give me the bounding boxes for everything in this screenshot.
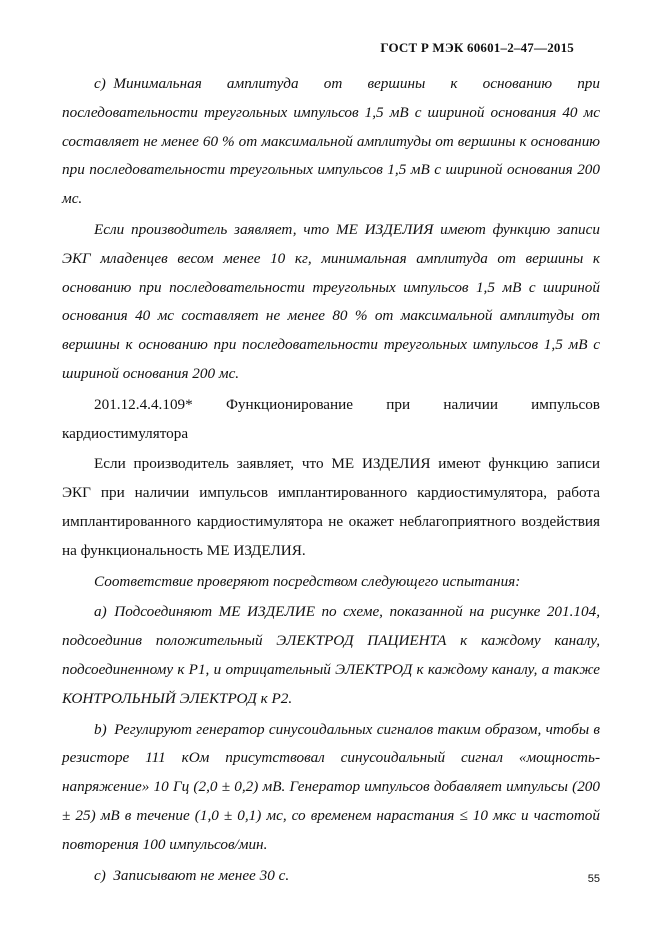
paragraph-c-min-amplitude: c) Минимальная амплитуда от вершины к основанию при последовательности треугольных импульсов 1,5 мВ с шириной основания 40 мс составляет не менее 60 % от максимальной амплитуды от вершины к основанию при последовательности треугольных импульсов 1,5 мВ с шириной основания 200 мс. (62, 75, 600, 208)
section-title-word: Функционирование (225, 395, 354, 413)
paragraph-compliance-test: Соответствие проверяют посредством следующего испытания: (94, 572, 521, 590)
paragraph-step-a: a) Подсоединяют МЕ ИЗДЕЛИЕ по схеме, показанной на рисунке 201.104, подсоединив положительный ЭЛЕКТРОД ПАЦИЕНТА к каждому каналу, подсоединенному к P1, и отрицательный ЭЛЕКТРОД к каждому каналу, а также КОНТРОЛЬНЫЙ ЭЛЕКТРОД к P2. (62, 603, 600, 707)
paragraph-step-b: b) Регулируют генератор синусоидальных сигналов таким образом, чтобы в резисторе 111 кОм присутствовал синусоидальный сигнал «мощность-напряжение» 10 Гц (2,0 ± 0,2) мВ. Генератор импульсов добавляет импульсы (200 ± 25) мВ в течение (1,0 ± 0,1) мс, со временем нарастания ≤ 10 мкс и частотой повторения 100 импульсов/мин. (62, 720, 600, 853)
section-title-continuation: кардиостимулятора (62, 424, 189, 442)
section-title-word: импульсов (531, 395, 600, 413)
section-title-word: при (386, 395, 411, 413)
section-number: 201.12.4.4.109* (94, 395, 193, 413)
page-number: 55 (587, 873, 600, 885)
paragraph-pacemaker-requirement: Если производитель заявляет, что МЕ ИЗДЕЛИЯ имеют функцию записи ЭКГ при наличии импульсов имплантированного кардиостимулятора, работа имплантированного кардиостимулятора не окажет неблагоприятного воздействия на функциональность МЕ ИЗДЕЛИЯ. (62, 455, 600, 559)
section-title-word: наличии (443, 395, 498, 413)
page-body (62, 70, 600, 892)
document-header-code: ГОСТ Р МЭК 60601–2–47—2015 (380, 40, 574, 55)
paragraph-infant-ecg: Если производитель заявляет, что МЕ ИЗДЕЛИЯ имеют функцию записи ЭКГ младенцев весом менее 10 кг, минимальная амплитуда от вершины к основанию при последовательности треугольных импульсов 1,5 мВ с шириной основания 40 мс составляет не менее 80 % от максимальной амплитуды от вершины к основанию при последовательности треугольных импульсов 1,5 мВ с шириной основания 200 мс. (62, 220, 600, 382)
section-heading (62, 391, 600, 420)
paragraph-step-c: c) Записывают не менее 30 с. (94, 866, 290, 884)
